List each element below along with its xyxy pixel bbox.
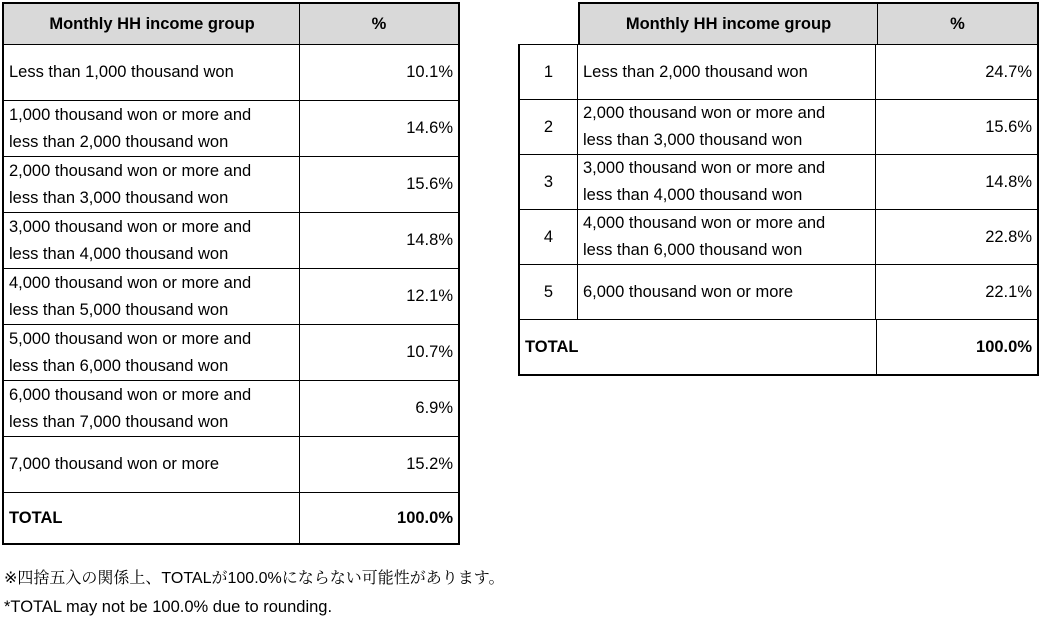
total-percent-cell: 100.0% xyxy=(397,508,453,527)
total-percent-cell: 100.0% xyxy=(976,337,1032,356)
table-row xyxy=(4,100,458,156)
table-row xyxy=(4,268,458,324)
group-cell: 4,000 thousand won or more and less than 5,000 thousand won xyxy=(4,269,300,324)
percent-cell: 22.1% xyxy=(985,282,1032,301)
table-row xyxy=(4,212,458,268)
percent-cell: 10.1% xyxy=(406,63,453,81)
footnote-english: *TOTAL may not be 100.0% due to rounding. xyxy=(4,598,333,616)
table-row xyxy=(4,324,458,380)
percent-cell: 22.8% xyxy=(985,227,1032,246)
table-row xyxy=(520,209,1037,264)
row-number-cell: 4 xyxy=(520,210,578,264)
income-table-5-groups xyxy=(518,44,1039,376)
group-cell: 3,000 thousand won or more and less than 4,000 thousand won xyxy=(578,155,876,209)
table-header-row xyxy=(4,4,458,44)
group-cell: 5,000 thousand won or more and less than 6,000 thousand won xyxy=(4,325,300,380)
table-row xyxy=(520,264,1037,319)
table-header-row xyxy=(580,4,1037,44)
income-table-8-groups xyxy=(2,2,460,545)
percent-cell: 14.6% xyxy=(406,119,453,137)
group-cell: 2,000 thousand won or more and less than 3,000 thousand won xyxy=(4,157,300,212)
percent-cell: 10.7% xyxy=(406,343,453,361)
table-row xyxy=(4,44,458,100)
table-row xyxy=(4,380,458,436)
table-row xyxy=(520,45,1037,99)
percent-cell: 15.6% xyxy=(406,175,453,193)
percent-cell: 15.6% xyxy=(985,117,1032,136)
row-number-cell: 5 xyxy=(520,265,578,319)
group-cell: 2,000 thousand won or more and less than 3,000 thousand won xyxy=(578,100,876,154)
total-label-cell: TOTAL xyxy=(520,320,877,374)
group-cell: Less than 1,000 thousand won xyxy=(4,45,300,100)
group-cell: 3,000 thousand won or more and less than 4,000 thousand won xyxy=(4,213,300,268)
table-row xyxy=(520,154,1037,209)
column-header-income-group: Monthly HH income group xyxy=(4,4,300,44)
group-cell: Less than 2,000 thousand won xyxy=(578,45,876,99)
percent-cell: 14.8% xyxy=(985,172,1032,191)
table-row xyxy=(520,99,1037,154)
total-row xyxy=(520,319,1037,374)
row-number-cell: 3 xyxy=(520,155,578,209)
percent-cell: 24.7% xyxy=(985,62,1032,81)
column-header-percent: % xyxy=(300,4,458,44)
total-row xyxy=(4,492,458,543)
percent-cell: 14.8% xyxy=(406,231,453,249)
group-cell: 4,000 thousand won or more and less than 6,000 thousand won xyxy=(578,210,876,264)
column-header-income-group: Monthly HH income group xyxy=(580,4,878,44)
total-label-cell: TOTAL xyxy=(4,493,300,543)
table-row xyxy=(4,436,458,492)
percent-cell: 6.9% xyxy=(415,399,453,417)
group-cell: 6,000 thousand won or more and less than 7,000 thousand won xyxy=(4,381,300,436)
footnote-japanese: ※四捨五入の関係上、TOTALが100.0%にならない可能性があります。 xyxy=(4,570,505,587)
table-row xyxy=(4,156,458,212)
row-number-cell: 1 xyxy=(520,45,578,99)
row-number-cell: 2 xyxy=(520,100,578,154)
column-header-percent: % xyxy=(878,4,1037,44)
percent-cell: 15.2% xyxy=(406,455,453,473)
group-cell: 1,000 thousand won or more and less than 2,000 thousand won xyxy=(4,101,300,156)
percent-cell: 12.1% xyxy=(406,287,453,305)
group-cell: 6,000 thousand won or more xyxy=(578,265,876,319)
income-table-5-groups-header xyxy=(578,2,1039,45)
group-cell: 7,000 thousand won or more xyxy=(4,437,300,492)
